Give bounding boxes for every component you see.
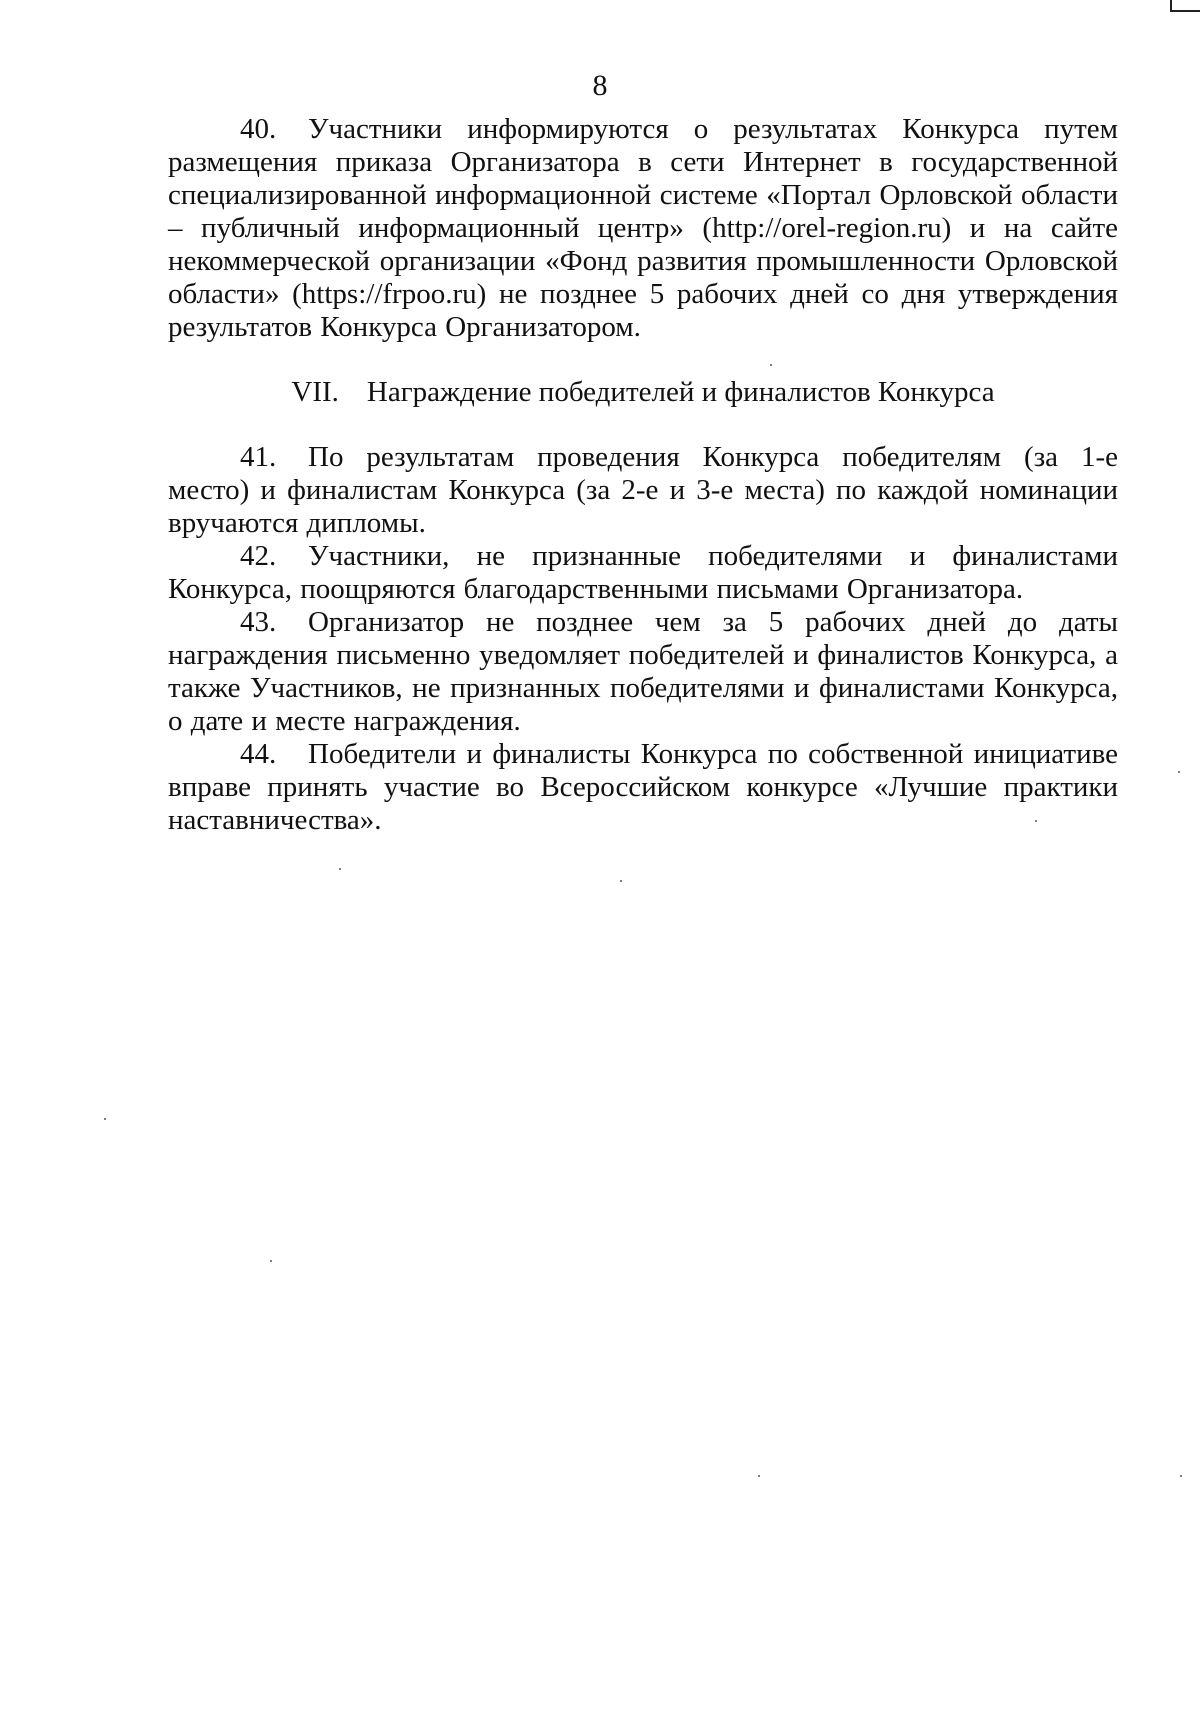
paragraph-42 bbox=[168, 540, 1118, 606]
paragraph-number: 44. bbox=[240, 738, 277, 770]
paragraph-text: Организатор не позднее чем за 5 рабочих дней до даты награждения письменно уведомляет победителей и финалистов Конкурса, а также Участников, не признанных победителями и финалистами Конкурса, о дате и месте награждения. bbox=[168, 606, 1118, 737]
paragraph-41 bbox=[168, 441, 1118, 540]
paragraph-group-before-section bbox=[168, 113, 1118, 344]
paragraph-number: 43. bbox=[240, 606, 277, 638]
paragraph-group-after-section bbox=[168, 441, 1118, 837]
page-number: 8 bbox=[592, 69, 608, 102]
paragraph-text: Победители и финалисты Конкурса по собственной инициативе вправе принять участие во Всероссийском конкурсе «Лучшие практики наставничества». bbox=[168, 738, 1118, 836]
scan-speck bbox=[339, 868, 341, 870]
paragraph-number: 41. bbox=[240, 441, 277, 473]
scan-speck bbox=[270, 1260, 272, 1262]
paragraph-43 bbox=[168, 606, 1118, 738]
section-heading bbox=[168, 375, 1118, 409]
section-number: VII. bbox=[291, 376, 339, 408]
scan-speck bbox=[758, 1475, 760, 1477]
paragraph-number: 40. bbox=[240, 113, 277, 145]
paragraph-40 bbox=[168, 113, 1118, 344]
paragraph-text: Участники, не признанные победителями и финалистами Конкурса, поощряются благодарственными письмами Организатора. bbox=[168, 540, 1118, 605]
scan-speck bbox=[1035, 820, 1037, 822]
paragraph-44 bbox=[168, 738, 1118, 837]
paragraph-text: Участники информируются о результатах Конкурса путем размещения приказа Организатора в сети Интернет в государственной специализированной информационной системе «Портал Орловской области – публичный информационный центр» (http://orel-region.ru) и на сайте некоммерческой организации «Фонд развития промышленности Орловской области» (https://frpoo.ru) не позднее 5 рабочих дней со дня утверждения результатов Конкурса Организатором. bbox=[168, 113, 1118, 343]
paragraph-text: По результатам проведения Конкурса победителям (за 1-е место) и финалистам Конкурса (за 2-е и 3-е места) по каждой номинации вручаются дипломы. bbox=[168, 441, 1118, 539]
scan-edge-mark bbox=[1170, 0, 1200, 12]
scan-speck bbox=[620, 880, 622, 882]
paragraph-number: 42. bbox=[240, 540, 277, 572]
scan-speck bbox=[1178, 771, 1180, 773]
scan-speck bbox=[1180, 1475, 1182, 1477]
scan-speck bbox=[104, 1118, 106, 1120]
scan-speck bbox=[770, 364, 772, 366]
section-title: Награждение победителей и финалистов Конкурса bbox=[366, 376, 995, 408]
